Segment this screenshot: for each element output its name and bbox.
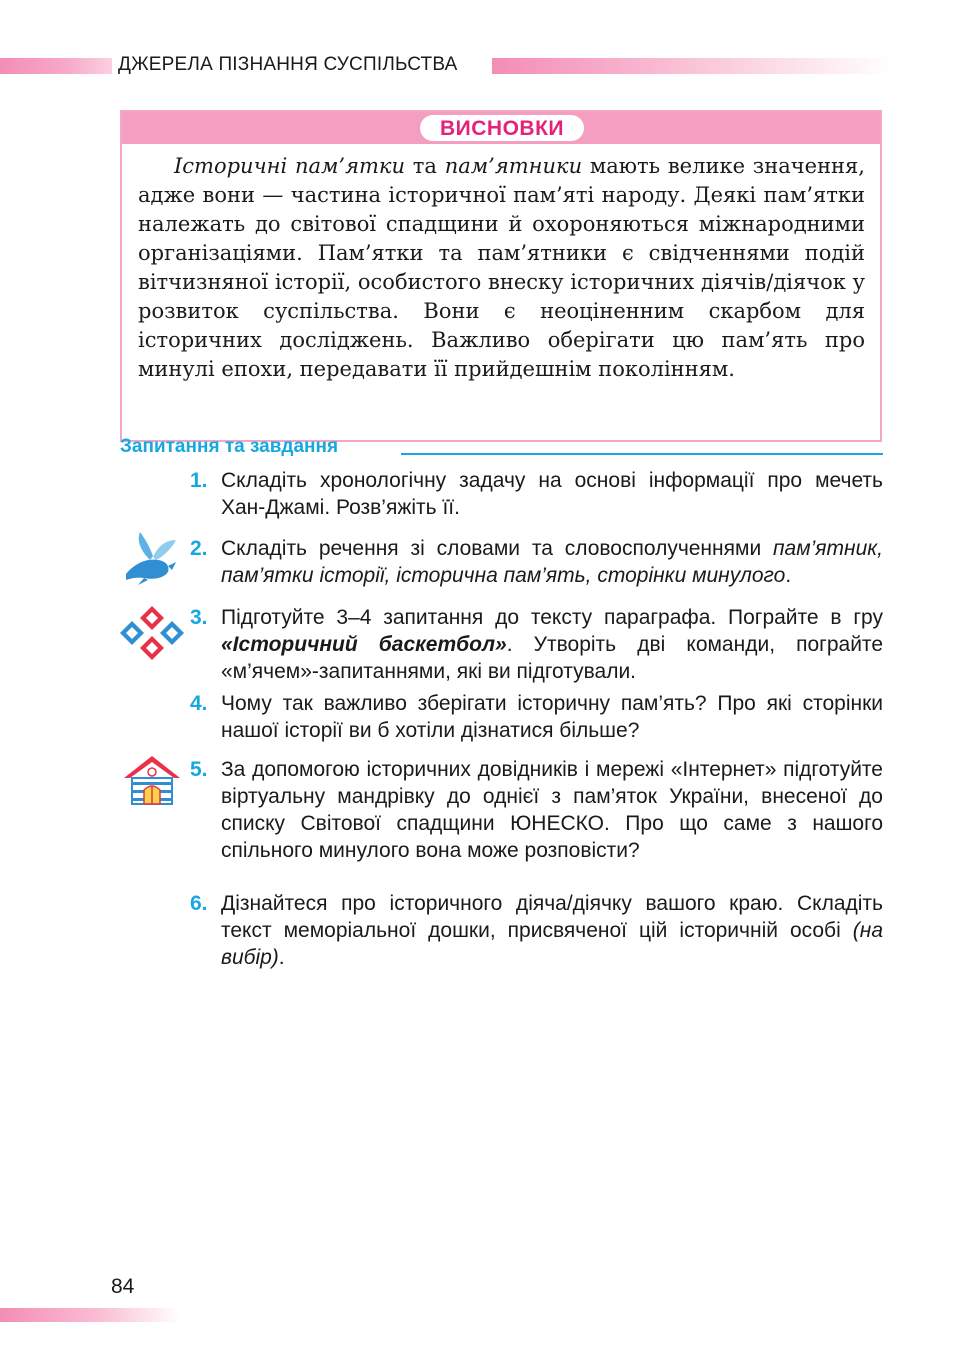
running-header-title: ДЖЕРЕЛА ПІЗНАННЯ СУСПІЛЬСТВА (118, 54, 458, 75)
question-text: Складіть хронологічну задачу на основі інформації про мечеть Хан-Джамі. Розв’яжіть її. (221, 469, 883, 519)
term-memorials: пам’ятники (444, 154, 583, 178)
question-text: Складіть речення зі словами та словосполученнями пам’ятник, пам’ятки історії, історична пам’ять, сторінки минулого. (221, 537, 883, 587)
conclusions-box (120, 110, 882, 442)
header-decor-band-right (492, 58, 892, 74)
term-historical-monuments: Історичні пам’ятки (174, 154, 405, 178)
connector-text: та (405, 154, 445, 178)
page-number: 84 (111, 1275, 135, 1298)
footer-decor-band (0, 1308, 180, 1322)
question-number: 1. (190, 469, 208, 492)
questions-heading: Запитання та завдання (120, 436, 339, 457)
question-number: 2. (190, 537, 208, 560)
conclusions-header-bar (122, 112, 880, 144)
question-number: 4. (190, 692, 208, 715)
house-icon (122, 754, 182, 806)
question-item-3 (190, 604, 883, 685)
question-text: Чому так важливо зберігати історичну пам’ять? Про які сторінки нашої історії ви б хотіли дізнатися більше? (221, 692, 883, 742)
question-item-1 (190, 467, 883, 521)
dove-icon (120, 530, 180, 586)
question-item-2 (190, 535, 883, 589)
question-text: За допомогою історичних довідників і мережі «Інтернет» підготуйте віртуальну мандрівку до однієї з пам’яток України, внесеної до списку Світової спадщини ЮНЕСКО. Про що саме з нашого спільного минулого вона може розповісти? (221, 758, 883, 862)
questions-heading-rule (401, 453, 883, 455)
question-item-4 (190, 690, 883, 744)
header-decor-band-left (0, 58, 112, 74)
question-text: Підготуйте 3–4 запитання до тексту параграфа. Пограйте в гру «Історичний баскетбол». Утворіть дві команди, пограйте «м’ячем»-запитаннями, які ви підготували. (221, 606, 883, 683)
question-number: 3. (190, 606, 208, 629)
question-number: 6. (190, 892, 208, 915)
conclusions-label: ВИСНОВКИ (420, 115, 584, 141)
conclusions-text (138, 152, 865, 384)
rhombus-ornament-icon (118, 604, 186, 662)
question-item-5 (190, 756, 883, 864)
question-number: 5. (190, 758, 208, 781)
conclusions-body: мають велике значення, адже вони — частина історичної пам’яті народу. Деякі пам’ятки належать до світової спадщини й охороняються міжнародними організаціями. Пам’ятки та пам’ятники є свідченнями подій вітчизняної історії, особистого внеску історичних діячів/діячок у розвиток суспільства. Вони є неоціненним скарбом для історичних досліджень. Важливо оберігати цю пам’ять про минулі епохи, передавати її прийдешнім поколінням. (138, 154, 865, 381)
question-text: Дізнайтеся про історичного діяча/діячку вашого краю. Складіть текст меморіальної дошки, присвяченої цій історичній особі (на вибір). (221, 892, 883, 969)
question-item-6 (190, 890, 883, 971)
